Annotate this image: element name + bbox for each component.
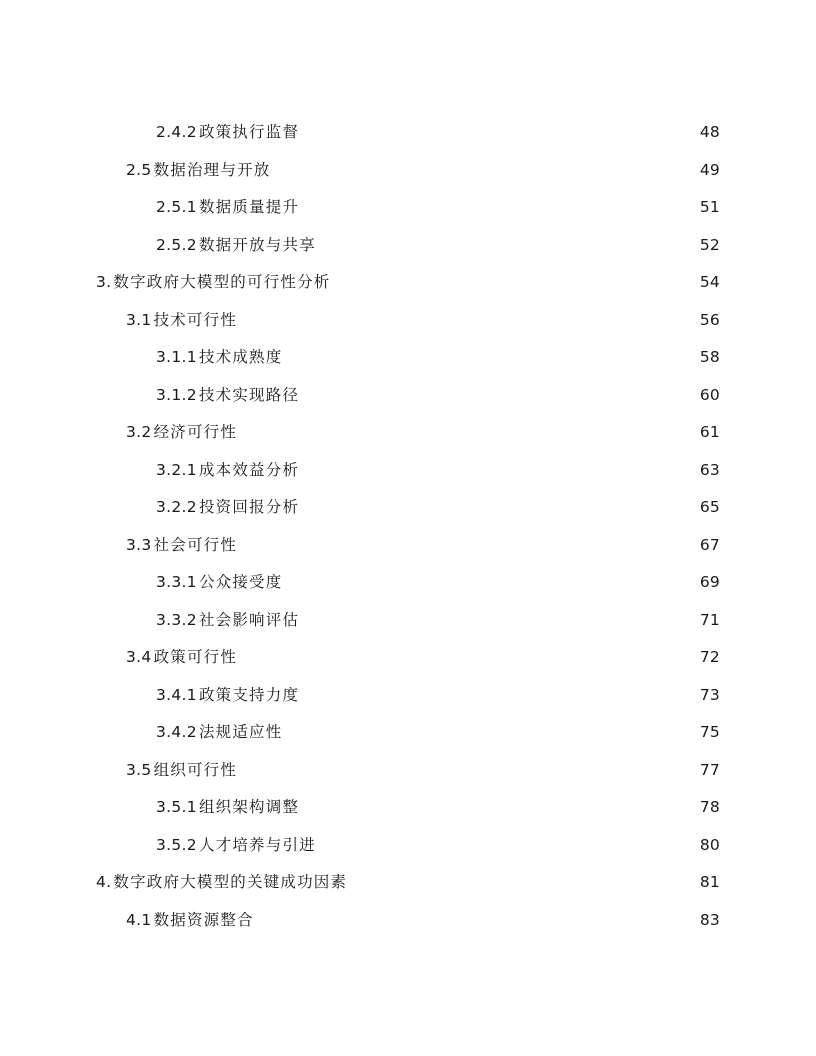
toc-entry-title: 公众接受度 (198, 573, 283, 591)
toc-entry-number: 2.5.2 (156, 235, 197, 254)
toc-entry-number: 4.1 (126, 910, 152, 929)
toc-entry-page: 58 (699, 348, 720, 366)
toc-entry-3-2-1[interactable] (156, 453, 720, 487)
toc-entry-2-4-2[interactable] (156, 115, 720, 149)
toc-entry-title: 政策可行性 (153, 648, 238, 666)
toc-entry-page: 49 (699, 160, 720, 179)
toc-entry-page: 72 (699, 648, 720, 666)
toc-entry-3[interactable] (96, 265, 720, 299)
toc-entry-number: 3.1.2 (156, 385, 197, 404)
toc-entry-page: 75 (699, 723, 720, 741)
toc-entry-title: 人才培养与引进 (198, 835, 316, 854)
toc-entry-title: 数据开放与共享 (198, 235, 316, 254)
dot-leader (284, 565, 697, 599)
toc-entry-page: 81 (699, 873, 720, 891)
toc-entry-3-4-1[interactable] (156, 678, 720, 712)
toc-entry-page: 73 (699, 685, 720, 704)
dot-leader (256, 903, 698, 937)
toc-entry-3-1-1[interactable] (156, 340, 720, 374)
toc-entry-3-3[interactable] (126, 528, 720, 562)
toc-entry-page: 54 (699, 273, 720, 291)
toc-entry-title: 投资回报分析 (198, 498, 300, 516)
toc-entry-3-1-2[interactable] (156, 378, 720, 412)
toc-entry-number: 3.1.1 (156, 348, 197, 366)
toc-entry-page: 77 (699, 760, 720, 779)
dot-leader (239, 528, 698, 562)
toc-entry-title: 社会影响评估 (198, 610, 300, 629)
dot-leader (301, 490, 698, 524)
toc-entry-2-5-2[interactable] (156, 228, 720, 262)
toc-entry-page: 60 (699, 385, 720, 404)
dot-leader (272, 153, 697, 187)
toc-entry-number: 3.4.1 (156, 685, 197, 704)
toc-entry-title: 数字政府大模型的可行性分析 (113, 273, 331, 291)
toc-entry-number: 3.3.2 (156, 610, 197, 629)
toc-entry-3-3-1[interactable] (156, 565, 720, 599)
toc-entry-4-1[interactable] (126, 903, 720, 937)
dot-leader (301, 790, 698, 824)
dot-leader (318, 228, 698, 262)
toc-entry-number: 3.2.1 (156, 460, 197, 479)
toc-entry-number: 3.4.2 (156, 723, 197, 741)
toc-entry-3-5[interactable] (126, 753, 720, 787)
toc-entry-title: 数据质量提升 (198, 198, 300, 216)
toc-entry-title: 成本效益分析 (198, 460, 300, 479)
dot-leader (349, 865, 698, 899)
toc-entry-number: 3.2 (126, 423, 152, 441)
toc-entry-number: 3.3.1 (156, 573, 197, 591)
dot-leader (301, 603, 698, 637)
toc-entry-page: 63 (699, 460, 720, 479)
toc-entry-page: 51 (699, 198, 720, 216)
dot-leader (284, 340, 697, 374)
toc-entry-page: 80 (699, 835, 720, 854)
dot-leader (239, 303, 698, 337)
toc-entry-title: 技术实现路径 (198, 385, 300, 404)
dot-leader (333, 265, 698, 299)
toc-entry-title: 经济可行性 (153, 423, 238, 441)
toc-entry-title: 数据治理与开放 (153, 160, 271, 179)
toc-entry-title: 技术成熟度 (198, 348, 283, 366)
toc-entry-number: 2.5.1 (156, 198, 197, 216)
dot-leader (301, 378, 698, 412)
toc-entry-4[interactable] (96, 865, 720, 899)
toc-entry-number: 3.5 (126, 760, 152, 779)
dot-leader (318, 828, 698, 862)
dot-leader (301, 678, 698, 712)
toc-entry-number: 2.5 (126, 160, 152, 179)
toc-entry-number: 3.3 (126, 535, 152, 554)
dot-leader (239, 640, 698, 674)
dot-leader (301, 115, 698, 149)
toc-entry-page: 83 (699, 910, 720, 929)
toc-entry-page: 69 (699, 573, 720, 591)
toc-entry-page: 48 (699, 123, 720, 141)
dot-leader (301, 453, 698, 487)
dot-leader (301, 190, 698, 224)
toc-entry-title: 组织可行性 (153, 760, 238, 779)
toc-entry-page: 67 (699, 535, 720, 554)
toc-entry-title: 政策支持力度 (198, 685, 300, 704)
dot-leader (239, 415, 698, 449)
toc-entry-3-4[interactable] (126, 640, 720, 674)
toc-entry-page: 61 (699, 423, 720, 441)
toc-entry-title: 社会可行性 (153, 535, 238, 554)
toc-entry-3-5-1[interactable] (156, 790, 720, 824)
toc-entry-title: 组织架构调整 (198, 798, 300, 816)
toc-entry-number: 3.4 (126, 648, 152, 666)
dot-leader (284, 715, 697, 749)
toc-entry-page: 65 (699, 498, 720, 516)
toc-entry-title: 技术可行性 (153, 310, 238, 329)
toc-entry-3-2-2[interactable] (156, 490, 720, 524)
toc-entry-3-4-2[interactable] (156, 715, 720, 749)
toc-entry-title: 法规适应性 (198, 723, 283, 741)
toc-entry-number: 3.5.1 (156, 798, 197, 816)
toc-entry-title: 数据资源整合 (153, 910, 254, 929)
toc-entry-page: 56 (699, 310, 720, 329)
toc-entry-number: 3. (96, 273, 112, 291)
toc-entry-3-3-2[interactable] (156, 603, 720, 637)
toc-entry-3-1[interactable] (126, 303, 720, 337)
toc-entry-page: 78 (699, 798, 720, 816)
toc-entry-title: 数字政府大模型的关键成功因素 (113, 873, 348, 891)
toc-entry-number: 4. (96, 873, 112, 891)
dot-leader (239, 753, 698, 787)
toc-entry-3-5-2[interactable] (156, 828, 720, 862)
toc-entry-number: 3.1 (126, 310, 152, 329)
toc-entry-title: 政策执行监督 (198, 123, 300, 141)
toc-entry-page: 52 (699, 235, 720, 254)
toc-entry-number: 3.2.2 (156, 498, 197, 516)
toc-entry-3-2[interactable] (126, 415, 720, 449)
toc-entry-number: 3.5.2 (156, 835, 197, 854)
toc-entry-2-5[interactable] (126, 153, 720, 187)
toc-entry-2-5-1[interactable] (156, 190, 720, 224)
toc-entry-number: 2.4.2 (156, 123, 197, 141)
toc-entry-page: 71 (699, 610, 720, 629)
